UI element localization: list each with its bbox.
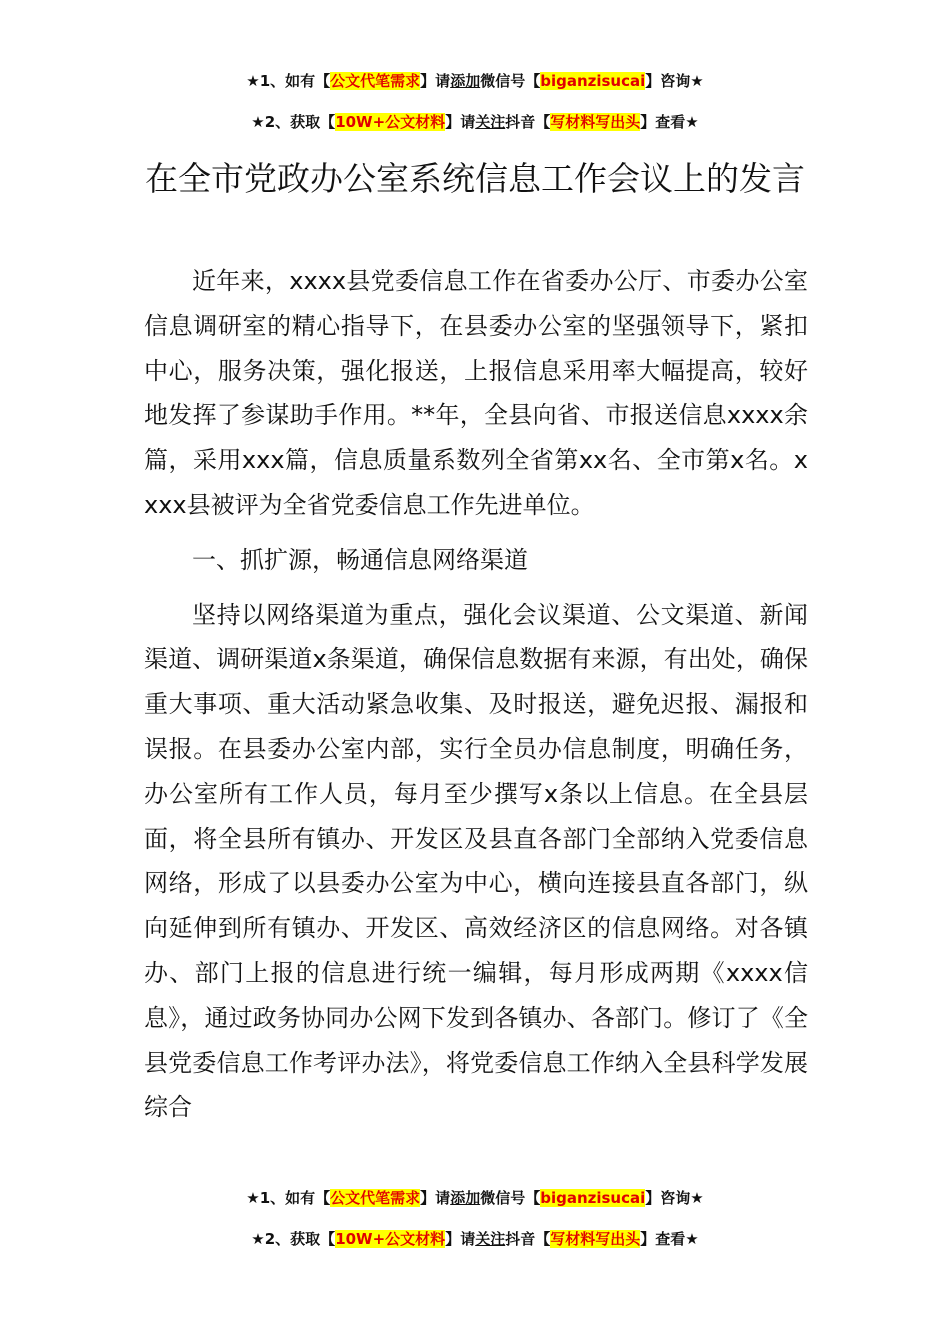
footer-line-1-suffix: 】咨询★ — [645, 1189, 704, 1207]
banner-line-2-middle-2: 抖音【 — [505, 113, 551, 131]
banner-line-1-middle: 】请 — [420, 72, 451, 90]
footer-line-1-highlight-wechat: biganzisucai — [540, 1189, 646, 1207]
footer-line-2-highlight-douyin: 写材料写出头 — [550, 1230, 641, 1248]
banner-line-2-emphasis: 关注 — [475, 113, 506, 131]
banner-line-2-highlight-materials: 10W+公文材料 — [335, 113, 446, 131]
banner-line-2-highlight-douyin: 写材料写出头 — [550, 113, 641, 131]
footer-line-1-middle: 】请 — [420, 1189, 451, 1207]
footer-line-2-prefix: ★2、获取【 — [251, 1230, 336, 1248]
footer-banner-line-2 — [0, 1228, 950, 1250]
footer-banner-line-1 — [0, 1187, 950, 1209]
banner-line-1 — [0, 70, 950, 92]
footer-line-2-middle-2: 抖音【 — [505, 1230, 551, 1248]
document-title: 在全市党政办公室系统信息工作会议上的发言 — [145, 159, 805, 198]
banner-line-2-middle: 】请 — [445, 113, 476, 131]
banner-line-1-emphasis: 添加 — [450, 72, 481, 90]
banner-line-1-prefix: ★1、如有【 — [246, 72, 331, 90]
footer-line-1-prefix: ★1、如有【 — [246, 1189, 331, 1207]
footer-line-2-emphasis: 关注 — [475, 1230, 506, 1248]
banner-line-1-middle-2: 微信号【 — [480, 72, 541, 90]
section-1-paragraph: 坚持以网络渠道为重点，强化会议渠道、公文渠道、新闻渠道、调研渠道x条渠道，确保信息数据有来源，有出处，确保重大事项、重大活动紧急收集、及时报送，避免迟报、漏报和误报。在县委办公室内部，实行全员办信息制度，明确任务，办公室所有工作人员，每月至少撰写x条以上信息。在全县层面，将全县所有镇办、开发区及县直各部门全部纳入党委信息网络，形成了以县委办公室为中心，横向连接县直各部门，纵向延伸到所有镇办、开发区、高效经济区的信息网络。对各镇办、部门上报的信息进行统一编辑，每月形成两期《xxxx信息》，通过政务协同办公网下发到各镇办、各部门。修订了《全县党委信息工作考评办法》，将党委信息工作纳入全县科学发展综合 — [144, 600, 808, 1122]
section-heading-1: 一、抓扩源，畅通信息网络渠道 — [192, 545, 528, 574]
footer-line-1-middle-2: 微信号【 — [480, 1189, 541, 1207]
banner-line-2-prefix: ★2、获取【 — [251, 113, 336, 131]
footer-line-2-suffix: 】查看★ — [640, 1230, 699, 1248]
banner-line-1-highlight-wechat: biganzisucai — [540, 72, 646, 90]
banner-line-1-highlight-service: 公文代笔需求 — [330, 72, 421, 90]
banner-line-1-suffix: 】咨询★ — [645, 72, 704, 90]
banner-line-2-suffix: 】查看★ — [640, 113, 699, 131]
footer-line-1-highlight-service: 公文代笔需求 — [330, 1189, 421, 1207]
footer-line-2-highlight-materials: 10W+公文材料 — [335, 1230, 446, 1248]
banner-line-2 — [0, 111, 950, 133]
footer-line-2-middle: 】请 — [445, 1230, 476, 1248]
document-body — [144, 259, 808, 1130]
footer-line-1-emphasis: 添加 — [450, 1189, 481, 1207]
intro-paragraph: 近年来，xxxx县党委信息工作在省委办公厅、市委办公室信息调研室的精心指导下，在县委办公室的坚强领导下，紧扣中心，服务决策，强化报送，上报信息采用率大幅提高，较好地发挥了参谋助手作用。**年，全县向省、市报送信息xxxx余篇，采用xxx篇，信息质量系数列全省第xx名、全市第x名。xxxx县被评为全省党委信息工作先进单位。 — [144, 267, 808, 519]
